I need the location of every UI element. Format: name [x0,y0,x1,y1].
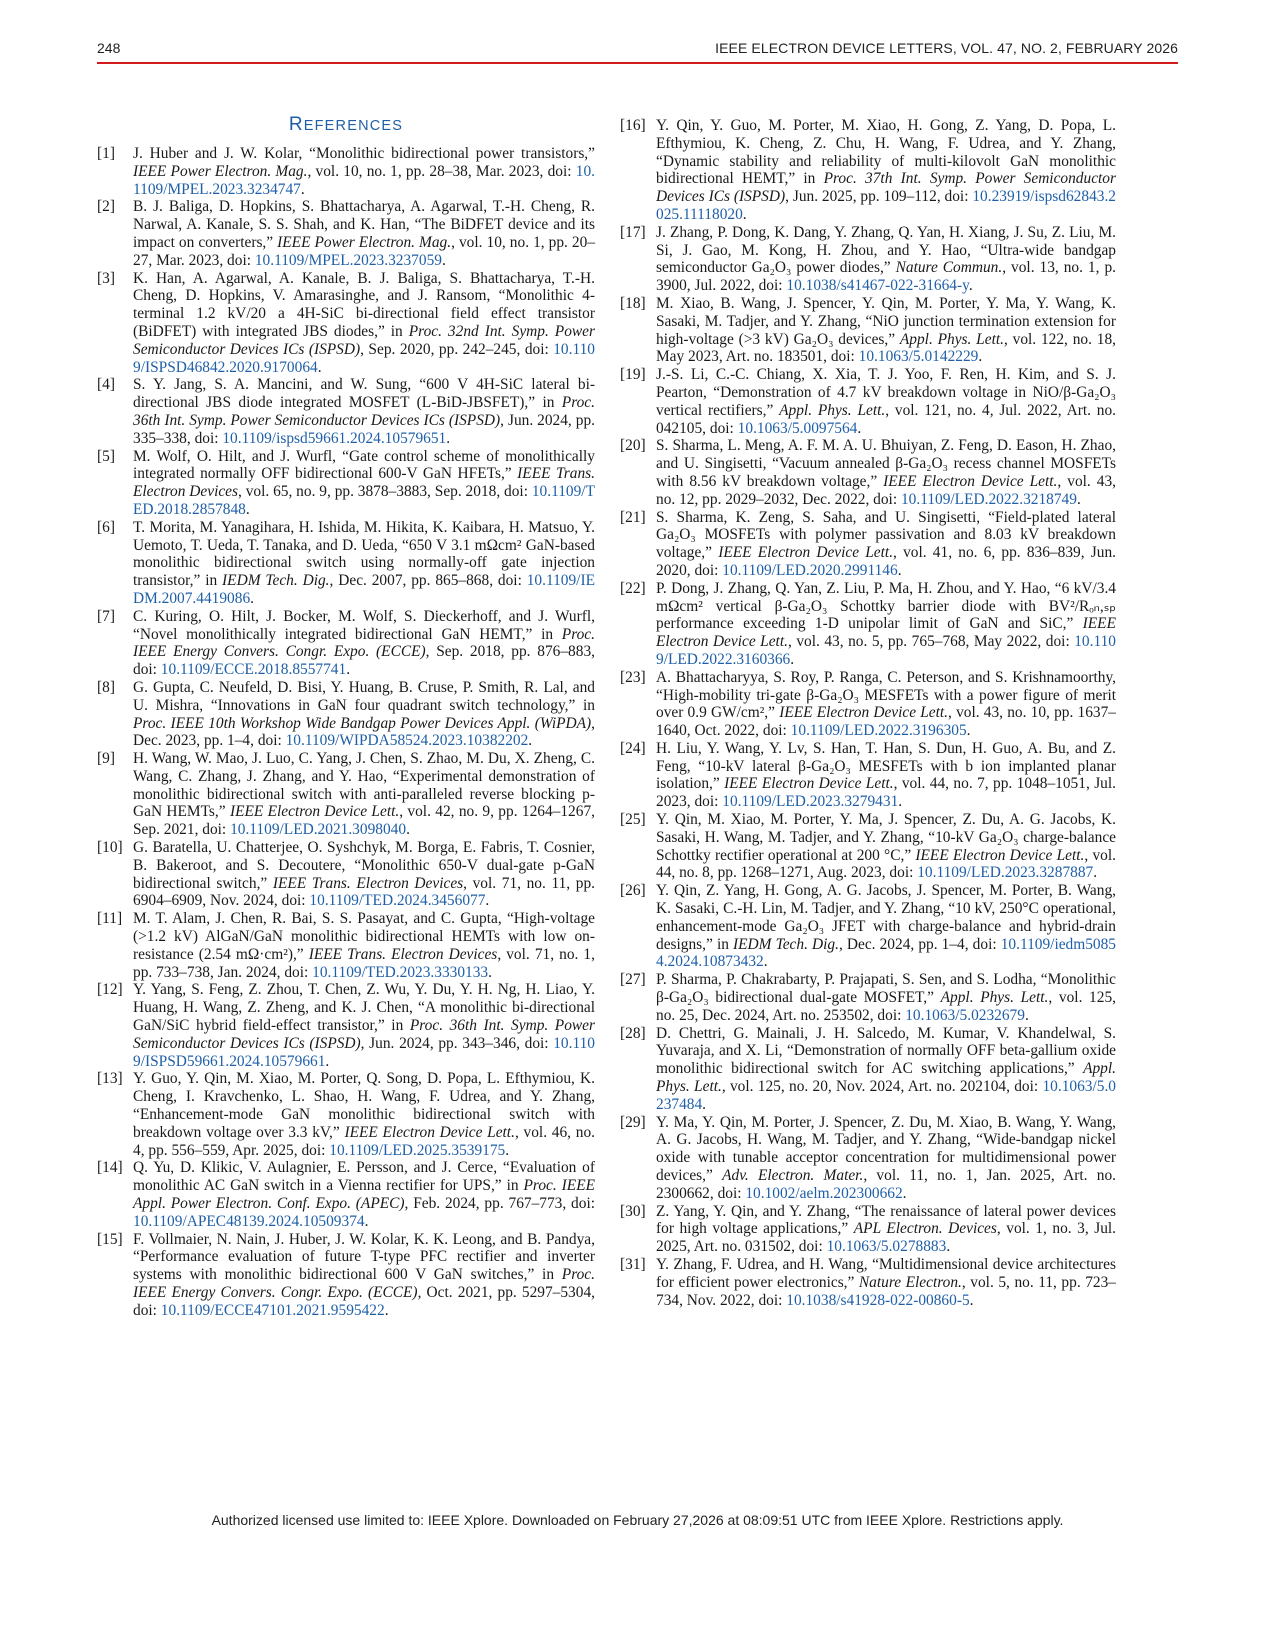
reference-text [133,1159,595,1230]
doi-link[interactable]: 10.1109/MPEL.2023.3237059 [254,251,442,269]
doi-link[interactable]: 10.1063/5.0278883 [826,1238,947,1256]
doi-link[interactable]: 10.1063/5.0232679 [905,1006,1025,1024]
doi-link[interactable]: 10.1109/TED.2023.3330133 [312,963,489,981]
reference-text [656,811,1116,882]
reference-details: , Dec. 2024, pp. 1–4, doi: [838,935,1001,953]
reference-authors-title: K. Han, A. Agarwal, A. Kanale, B. J. Baliga, S. Bhattacharya, T.-H. Cheng, D. Hopkins, V. Amarasinghe, and J. Ransom, “Monolithic 4-terminal 1.2 kV/20 a 4H-SiC bi-directional field effect transistor (BiDFET) with integrated JBS diodes,” in [133,269,595,340]
reference-end: . [1093,864,1098,882]
reference-text [133,910,595,981]
reference-number: [23] [620,668,646,686]
reference-number: [26] [620,882,646,900]
reference-number: [19] [620,366,646,384]
reference-text [133,750,595,839]
reference-authors-title: J. Huber and J. W. Kolar, “Monolithic bidirectional power transistors,” [133,145,595,162]
reference-details: , Jun. 2024, pp. 343–346, doi: [360,1034,554,1052]
reference-authors-title: Y. Ma, Y. Qin, M. Porter, J. Spencer, Z. Du, M. Xiao, B. Wang, Y. Wang, A. G. Jacobs, H. Wang, M. Tadjer, and Y. Zhang, “Wide-bandgap nickel oxide with tunable acceptor concentration for multidimensional power devices,” [656,1113,1116,1185]
reference-details: , vol. 11, no. 1, Jan. 2025, Art. no. 2300662, doi: [656,1167,1117,1202]
reference-authors-title: T. Morita, M. Yanagihara, H. Ishida, M. Hikita, K. Kaibara, H. Matsuo, Y. Uemoto, T. Ueda, T. Tanaka, and D. Ueda, “650 V 3.1 mΩcm² GaN-based monolithic bidirectional switch using normally-off gate injection transistor,” in [133,518,595,590]
reference-entry [97,145,595,198]
reference-details: , vol. 46, no. 4, pp. 556–559, Apr. 2025, doi: [133,1123,595,1159]
reference-venue: Proc. 32nd Int. Symp. Power Semiconductor Devices ICs (ISPSD) [133,322,595,358]
reference-entry [97,608,595,679]
reference-details: , Jun. 2024, pp. 335–338, doi: [133,411,595,447]
references-heading [97,116,595,134]
reference-venue: IEDM Tech. Dig. [222,572,330,590]
reference-number: [16] [620,117,646,134]
reference-text [133,519,595,608]
reference-entry [97,981,595,1070]
reference-entry [620,509,1116,580]
reference-end: . [763,953,768,971]
reference-end: . [978,348,983,366]
reference-authors-title: M. Xiao, B. Wang, J. Spencer, Y. Qin, M. Porter, Y. Ma, Y. Wang, K. Sasaki, M. Tadjer, and Y. Zhang, “NiO junction termination extension for high-voltage (>3 kV) Ga₂O₃ devices,” [656,294,1116,348]
reference-authors-title: C. Kuring, O. Hilt, J. Bocker, M. Wolf, S. Dieckerhoff, and J. Wurfl, “Novel monolithically integrated bidirectional GaN HEMT,” in [133,607,595,643]
reference-end: . [364,1212,369,1230]
reference-entry [620,1114,1116,1203]
reference-authors-title: H. Wang, W. Mao, J. Luo, C. Yang, J. Chen, S. Zhao, M. Du, X. Zheng, C. Wang, C. Zhang, J. Zhang, and Y. Hao, “Experimental demonstration of monolithic bidirectional switch with anti-paralleled reverse blocking p-GaN HEMTs,” [133,750,595,821]
doi-link[interactable]: 10.1109/APEC48139.2024.10509374 [133,1212,365,1230]
reference-text [656,509,1116,580]
journal-running-title: IEEE ELECTRON DEVICE LETTERS, VOL. 47, NO. 2, FEBRUARY 2026 [715,40,1178,56]
reference-text [133,376,595,447]
reference-text [656,971,1116,1024]
reference-venue: IEEE Electron Device Lett. [718,544,894,562]
page-number: 248 [97,40,121,56]
reference-authors-title: J. Zhang, P. Dong, K. Dang, Y. Zhang, Q. Yan, H. Xiang, J. Su, Z. Liu, M. Si, J. Gao, M. Kong, H. Zhou, and Y. Hao, “Ultra-wide bandgap semiconductor Ga₂O₃ power diodes,” [656,223,1116,277]
reference-authors-title: D. Chettri, G. Mainali, J. H. Salcedo, M. Kumar, V. Khandelwal, S. Yuvaraja, and X. Li, “Demonstration of normally OFF beta-gallium oxide monolithic bidirectional switch for AC switching applications,” [656,1024,1116,1078]
reference-end: . [902,1184,907,1202]
doi-link[interactable]: 10.1109/ISPSD46842.2020.9170064 [133,340,595,376]
reference-details: , vol. 13, no. 1, p. 3900, Jul. 2022, doi: [656,259,1116,295]
reference-venue: IEEE Power Electron. Mag. [133,162,308,180]
reference-entry [620,1025,1116,1114]
reference-authors-title: B. J. Baliga, D. Hopkins, S. Bhattacharya, A. Agarwal, T.-H. Cheng, R. Narwal, A. Kanale, S. S. Shah, and K. Han, “The BiDFET device and its impact on converters,” [133,198,595,251]
doi-link[interactable]: 10.1109/LED.2022.3196305 [790,722,967,740]
reference-list-left [97,145,595,1320]
reference-text [656,580,1116,669]
reference-text [133,608,595,679]
doi-link[interactable]: 10.1063/5.0142229 [858,348,979,366]
reference-details: , vol. 122, no. 18, May 2023, Art. no. 183501, doi: [656,330,1116,366]
reference-number: [15] [97,1230,123,1248]
reference-entry [620,882,1116,971]
reference-entry [97,679,595,750]
reference-details: , Dec. 2007, pp. 865–868, doi: [329,572,527,590]
reference-venue: Proc. IEEE 10th Workshop Wide Bandgap Power Devices Appl. (WiPDA) [133,714,592,732]
doi-link[interactable]: 10.1109/ISPSD59661.2024.10579661 [133,1034,595,1070]
reference-details: , vol. 125, no. 25, Dec. 2024, Art. no. 253502, doi: [656,989,1116,1024]
reference-authors-title: F. Vollmaier, N. Nain, J. Huber, J. W. Kolar, K. K. Leong, and B. Pandya, “Performance evaluation of future T-type PFC rectifier and inverter systems with monolithic bidirectional 600 V GaN switches,” in [133,1230,595,1284]
page-header [97,40,1178,60]
doi-link[interactable]: 10.1109/LED.2022.3218749 [900,490,1077,508]
doi-link[interactable]: 10.1109/LED.2021.3098040 [230,821,407,839]
reference-entry [620,740,1116,811]
reference-details: , vol. 44, no. 7, pp. 1048–1051, Jul. 2023, doi: [656,775,1117,811]
reference-entry [97,839,595,910]
reference-authors-title: Y. Qin, M. Xiao, M. Porter, Y. Ma, J. Spencer, Z. Du, A. G. Jacobs, K. Sasaki, H. Wang, M. Tadjer, and Y. Zhang, “10-kV Ga₂O₃ charge-balance Schottky rectifier operational at 200 °C,” [656,811,1116,864]
reference-end: . [406,821,410,839]
reference-venue: IEEE Electron Device Lett. [779,704,949,722]
reference-venue: IEEE Electron Device Lett. [883,472,1058,490]
reference-entry [620,224,1116,295]
reference-authors-title: A. Bhattacharyya, S. Roy, P. Ranga, C. Peterson, and S. Krishnamoorthy, “High-mobility tri-gate β-Ga₂O₃ MESFETs with a power figure of merit over 0.9 GW/cm²,” [656,668,1116,722]
reference-text [656,437,1116,508]
reference-text [656,1256,1116,1309]
reference-details: , vol. 43, no. 10, pp. 1637–1640, Oct. 2022, doi: [656,704,1116,740]
doi-link[interactable]: 10.1109/LED.2023.3279431 [722,793,899,811]
reference-end: . [968,277,973,295]
reference-text [656,669,1116,740]
reference-details: , vol. 43, no. 5, pp. 765–768, May 2022, doi: [787,633,1075,651]
reference-entry [620,669,1116,740]
reference-venue: Proc. IEEE Energy Convers. Congr. Expo. (ECCE) [133,1266,595,1301]
reference-end: . [742,205,747,223]
reference-end: . [790,650,795,668]
reference-authors-title: S. Sharma, L. Meng, A. F. M. A. U. Bhuiyan, Z. Feng, D. Eason, H. Zhao, and U. Singisetti, “Vacuum annealed β-Ga₂O₃ recess channel MOSFETs with 8.56 kV breakdown voltage,” [656,437,1116,490]
heading-initial: R [288,114,304,135]
reference-entry [620,437,1116,508]
reference-number: [27] [620,971,646,989]
reference-authors-title: S. Y. Jang, S. A. Mancini, and W. Sung, “600 V 4H-SiC lateral bi-directional JBS diode integrated MOSFET (L-BiD-JBSFET),” in [133,376,595,412]
reference-venue: IEEE Trans. Electron Devices [272,874,464,892]
reference-text [656,882,1116,971]
reference-text [133,145,595,198]
reference-details: , vol. 121, no. 4, Jul. 2022, Art. no. 042105, doi: [656,401,1116,437]
doi-link[interactable]: 10.1063/5.0237484 [656,1078,1116,1113]
reference-entry [97,1070,595,1159]
reference-text [656,1203,1116,1256]
reference-details: , Jun. 2025, pp. 109–112, doi: [785,188,973,206]
reference-entry [620,1203,1116,1256]
doi-link[interactable]: 10.23919/ispsd62843.2025.11118020 [656,188,1116,223]
reference-text [133,1231,595,1320]
reference-end: . [505,1141,510,1159]
reference-end: . [346,661,351,679]
reference-text [133,839,595,910]
reference-text [133,679,595,750]
reference-entry [620,971,1116,1024]
reference-number: [5] [97,447,115,465]
doi-link[interactable]: 10.1109/ECCE47101.2021.9595422 [160,1301,385,1319]
reference-end: . [300,180,305,198]
reference-details: , vol. 71, no. 11, pp. 6904–6909, Nov. 2024, doi: [133,874,595,910]
reference-end: . [317,358,322,376]
reference-details: , vol. 65, no. 9, pp. 3878–3883, Sep. 2018, doi: [238,483,532,501]
reference-venue: IEEE Electron Device Lett. [724,775,894,793]
reference-venue: Proc. IEEE Appl. Power Electron. Conf. Expo. (APEC) [133,1177,595,1213]
reference-text [656,224,1116,295]
reference-venue: IEEE Electron Device Lett. [344,1123,515,1141]
reference-authors-title: Y. Guo, Y. Qin, M. Xiao, M. Porter, Q. Song, D. Popa, L. Efthymiou, K. Cheng, I. Kravchenko, L. Shao, H. Wang, F. Udrea, and Y. Zhang, “Enhancement-mode GaN monolithic bidirectional switch with breakdown voltage over 3.3 kV,” [133,1070,595,1141]
reference-end: . [857,419,862,437]
reference-venue: IEEE Trans. Electron Devices [308,945,498,963]
reference-text [133,270,595,377]
reference-number: [30] [620,1202,646,1220]
reference-authors-title: Q. Yu, D. Klikic, V. Aulagnier, E. Persson, and J. Cerce, “Evaluation of monolithic AC GaN switch in a Vienna rectifier for UPS,” in [133,1159,595,1195]
doi-link[interactable]: 10.1063/5.0097564 [737,419,858,437]
reference-text [656,295,1116,366]
reference-text [133,198,595,269]
reference-end: . [1076,490,1081,508]
reference-entry [97,270,595,377]
reference-details: , Feb. 2024, pp. 767–773, doi: [404,1195,595,1213]
reference-entry [97,448,595,519]
reference-venue: IEEE Electron Device Lett. [229,803,400,821]
reference-venue: APL Electron. Devices [853,1220,997,1238]
reference-end: . [485,892,490,910]
reference-authors-title: P. Sharma, P. Chakrabarty, P. Prajapati, S. Sen, and S. Lodha, “Monolithic β-Ga₂O₃ bidirectional dual-gate MOSFET,” [656,971,1116,1007]
doi-link[interactable]: 10.1038/s41467-022-31664-y [786,277,969,295]
doi-link[interactable]: 10.1109/MPEL.2023.3234747 [133,162,595,198]
reference-number: [31] [620,1256,646,1273]
reference-end: . [441,251,446,269]
reference-authors-title: Y. Yang, S. Feng, Z. Zhou, T. Chen, Z. Wu, Y. Du, Y. H. Ng, H. Liao, Y. Huang, H. Wang, Z. Zheng, and K. J. Chen, “A monolithic bi-directional GaN/SiC hybrid field-effect transistor,” in [133,981,595,1035]
reference-venue: Proc. 37th Int. Symp. Power Semiconductor Devices ICs (ISPSD) [656,170,1116,206]
reference-number: [22] [620,579,646,597]
reference-details: , vol. 71, no. 1, pp. 733–738, Jan. 2024, doi: [133,945,595,981]
reference-end: . [1024,1006,1029,1024]
reference-entry [620,1256,1116,1309]
reference-text [133,1070,595,1159]
reference-entry [620,117,1116,224]
reference-details: , Sep. 2020, pp. 242–245, doi: [360,340,554,358]
reference-end: . [897,561,902,579]
reference-authors-title: J.-S. Li, C.-C. Chiang, X. Xia, T. J. Yoo, F. Ren, H. Kim, and S. J. Pearton, “Demonstration of 4.7 kV breakdown voltage in NiO/β-Ga₂O₃ vertical rectifiers,” [656,366,1116,419]
right-column [620,117,1116,1309]
doi-link[interactable]: 10.1109/TED.2024.3456077 [309,892,486,910]
reference-end: . [946,1238,951,1256]
reference-entry [620,580,1116,669]
doi-link[interactable]: 10.1109/ECCE.2018.8557741 [160,661,347,679]
reference-number: [28] [620,1024,646,1042]
reference-entry [620,811,1116,882]
reference-text [656,117,1116,224]
doi-link[interactable]: 10.1002/aelm.202300662 [745,1184,903,1202]
reference-number: [4] [97,376,115,394]
reference-authors-title: G. Gupta, C. Neufeld, D. Bisi, Y. Huang, B. Cruse, P. Smith, R. Lal, and U. Mishra, “Innovations in GaN four quadrant switch technology,” in [133,678,595,714]
reference-end: . [384,1301,389,1319]
reference-details: , vol. 44, no. 8, pp. 1268–1271, Aug. 2023, doi: [656,846,1116,882]
reference-details: , vol. 10, no. 1, pp. 28–38, Mar. 2023, doi: [307,162,576,180]
doi-link[interactable]: 10.1109/LED.2023.3287887 [917,864,1094,882]
reference-details: , Dec. 2023, pp. 1–4, doi: [133,714,595,750]
reference-authors-title: H. Liu, Y. Wang, Y. Lv, S. Han, T. Han, S. Dun, H. Guo, A. Bu, and Z. Feng, “10-kV lateral β-Ga₂O₃ MESFETs with b ion implanted planar isolation,” [656,739,1116,793]
doi-link[interactable]: 10.1109/LED.2025.3539175 [329,1141,506,1159]
doi-link[interactable]: 10.1109/LED.2022.3160366 [656,633,1116,668]
reference-text [656,1025,1116,1114]
doi-link[interactable]: 10.1038/s41928-022-00860-5 [786,1291,970,1309]
reference-number: [6] [97,518,115,536]
doi-link[interactable]: 10.1109/IEDM.2007.4419086 [133,572,595,607]
reference-number: [9] [97,750,115,768]
reference-end: . [446,429,451,447]
reference-end: . [969,1291,974,1309]
reference-venue: Appl. Phys. Lett. [656,1060,1116,1096]
reference-number: [18] [620,294,646,312]
reference-end: . [702,1095,707,1113]
reference-details: , vol. 5, no. 11, pp. 723–734, Nov. 2022, doi: [656,1273,1116,1309]
reference-entry [97,376,595,447]
reference-end: . [528,732,533,750]
reference-venue: Proc. 36th Int. Symp. Power Semiconductor Devices ICs (ISPSD) [133,1017,595,1052]
license-footer: Authorized licensed use limited to: IEEE Xplore. Downloaded on February 27,2026 at 08:09:51 UTC from IEEE Xplore. Restrictions apply. [211,1512,1064,1528]
reference-entry [620,295,1116,366]
reference-venue: Appl. Phys. Lett. [940,989,1049,1007]
reference-entry [97,1231,595,1320]
reference-end: . [966,722,971,740]
doi-link[interactable]: 10.1109/WIPDA58524.2023.10382202 [285,732,529,750]
reference-authors-title: M. T. Alam, J. Chen, R. Bai, S. S. Pasayat, and C. Gupta, “High-voltage (>1.2 kV) AlGaN/GaN monolithic bidirectional HEMTs with low on-resistance (2.54 mΩ·cm²),” [133,910,595,963]
reference-venue: IEEE Power Electron. Mag. [277,233,452,251]
reference-end: . [325,1052,330,1070]
reference-details: , vol. 42, no. 9, pp. 1264–1267, Sep. 2021, doi: [133,803,595,839]
reference-entry [97,198,595,269]
reference-venue: Proc. IEEE Energy Convers. Congr. Expo. (ECCE) [133,625,595,661]
reference-text [133,981,595,1070]
reference-number: [3] [97,269,115,287]
reference-authors-title: Y. Qin, Z. Yang, H. Gong, A. G. Jacobs, J. Spencer, M. Porter, B. Wang, K. Sasaki, C.-H. Lin, M. Tadjer, and Y. Zhang, “10 kV, 250°C operational, enhancement-mode Ga₂O₃ JFET with charge-balance and hybrid-drain designs,” in [656,882,1116,953]
heading-rest: EFERENCES [303,118,404,134]
reference-number: [11] [97,910,123,928]
reference-venue: Appl. Phys. Lett. [779,401,886,419]
reference-text [133,448,595,519]
reference-details: , vol. 125, no. 20, Nov. 2024, Art. no. 202104, doi: [721,1078,1043,1096]
reference-text [656,740,1116,811]
reference-authors-title: Z. Yang, Y. Qin, and Y. Zhang, “The renaissance of lateral power devices for high voltage applications,” [656,1202,1116,1238]
reference-number: [2] [97,198,115,216]
reference-number: [17] [620,223,646,241]
reference-venue: Appl. Phys. Lett. [899,330,1004,348]
doi-link[interactable]: 10.1109/ispsd59661.2024.10579651 [222,429,447,447]
reference-number: [7] [97,607,115,625]
reference-venue: IEDM Tech. Dig. [733,935,839,953]
reference-details: , vol. 43, no. 12, pp. 2029–2032, Dec. 2022, doi: [656,472,1116,508]
reference-end: . [898,793,903,811]
reference-entry [97,519,595,608]
reference-authors-title: S. Sharma, K. Zeng, S. Saha, and U. Singisetti, “Field-plated lateral Ga₂O₃ MOSFETs with polymer passivation and 8.03 kV breakdown voltage,” [656,508,1116,562]
reference-number: [13] [97,1070,123,1088]
reference-authors-title: M. Wolf, O. Hilt, and J. Wurfl, “Gate control scheme of monolithically integrated normally OFF bidirectional 600-V GaN HFETs,” [133,447,595,483]
reference-number: [29] [620,1113,646,1131]
reference-venue: IEEE Trans. Electron Devices [133,465,595,501]
reference-end: . [245,500,250,518]
reference-venue: Adv. Electron. Mater. [722,1167,864,1185]
reference-text [656,1114,1116,1203]
reference-venue: Nature Electron. [858,1273,962,1291]
reference-number: [21] [620,508,646,526]
doi-link[interactable]: 10.1109/LED.2020.2991146 [722,561,898,579]
reference-number: [25] [620,811,646,829]
reference-details: , vol. 10, no. 1, pp. 20–27, Mar. 2023, doi: [133,233,596,269]
reference-end: . [250,589,255,607]
reference-authors-title: G. Baratella, U. Chatterjee, O. Syshchyk, M. Borga, E. Fabris, T. Cosnier, B. Bakeroot, and S. Decoutere, “Monolithic 650-V dual-gate p-GaN bidirectional switch,” [133,839,595,892]
reference-entry [97,750,595,839]
reference-number: [24] [620,739,646,757]
reference-number: [14] [97,1159,123,1177]
reference-number: [10] [97,839,123,857]
reference-details: , Sep. 2018, pp. 876–883, doi: [133,643,595,679]
reference-authors-title: P. Dong, J. Zhang, Q. Yan, Z. Liu, P. Ma, H. Zhou, and Y. Hao, “6 kV/3.4 mΩcm² vertical β-Ga₂O₃ Schottky barrier diode with BV²/Rₒₙ,ₛₚ performance exceeding 1-D unipolar limit of GaN and SiC,” [656,579,1116,633]
reference-venue: IEEE Electron Device Lett. [656,615,1116,651]
header-rule [97,62,1178,64]
reference-number: [20] [620,437,646,455]
reference-end: . [488,963,492,981]
reference-number: [12] [97,981,123,999]
doi-link[interactable]: 10.1109/TED.2018.2857848 [133,483,595,518]
reference-details: , vol. 41, no. 6, pp. 836–839, Jun. 2020, doi: [656,544,1116,579]
reference-number: [8] [97,678,115,696]
reference-authors-title: Y. Qin, Y. Guo, M. Porter, M. Xiao, H. Gong, Z. Yang, D. Popa, L. Efthymiou, K. Cheng, Z. Chu, H. Wang, F. Udrea, and Y. Zhang, “Dynamic stability and reliability of multi-kilovolt GaN monolithic bidirectional HEMT,” in [656,117,1116,188]
reference-entry [97,1159,595,1230]
reference-text [656,366,1116,437]
reference-details: , Oct. 2021, pp. 5297–5304, doi: [133,1284,595,1319]
reference-entry [620,366,1116,437]
reference-venue: IEEE Electron Device Lett. [915,846,1085,864]
reference-authors-title: Y. Zhang, F. Udrea, and H. Wang, “Multidimensional device architectures for efficient power electronics,” [656,1256,1116,1291]
reference-details: , vol. 1, no. 3, Jul. 2025, Art. no. 031502, doi: [656,1220,1117,1256]
reference-venue: Proc. 36th Int. Symp. Power Semiconductor Devices ICs (ISPSD) [133,394,595,429]
left-column [97,116,595,1320]
reference-venue: Nature Commun. [895,259,1003,277]
doi-link[interactable]: 10.1109/iedm50854.2024.10873432 [656,935,1116,971]
reference-list-right [620,117,1116,1309]
reference-entry [97,910,595,981]
reference-number: [1] [97,145,115,162]
